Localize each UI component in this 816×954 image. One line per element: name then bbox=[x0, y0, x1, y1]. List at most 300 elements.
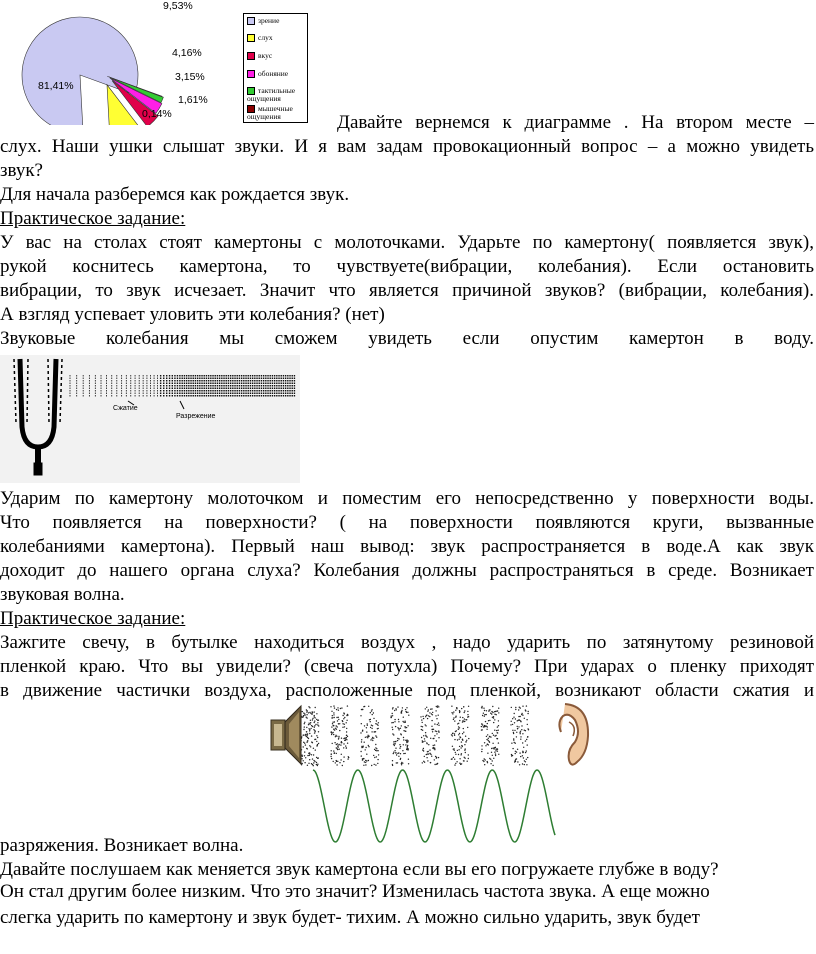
air-particle bbox=[454, 750, 455, 751]
air-particle bbox=[368, 760, 369, 761]
air-particle bbox=[527, 736, 528, 737]
air-particle bbox=[526, 750, 527, 751]
air-particle bbox=[333, 750, 334, 751]
air-particle bbox=[395, 726, 396, 727]
air-particle bbox=[492, 706, 493, 707]
air-particle bbox=[454, 720, 455, 721]
air-particle bbox=[498, 742, 499, 743]
air-particle bbox=[393, 722, 394, 723]
air-particle bbox=[374, 749, 375, 750]
air-particle bbox=[361, 747, 362, 748]
air-particle bbox=[302, 716, 303, 717]
air-particle bbox=[308, 723, 309, 724]
air-particle bbox=[428, 715, 429, 716]
air-particle bbox=[468, 758, 469, 759]
air-particle bbox=[302, 756, 303, 757]
air-particle bbox=[516, 751, 517, 752]
air-particle bbox=[518, 726, 519, 727]
air-particle bbox=[520, 736, 521, 737]
air-particle bbox=[309, 745, 310, 746]
air-particle bbox=[459, 712, 460, 713]
pie-label-2: 4,16% bbox=[172, 47, 202, 59]
air-particle bbox=[313, 754, 314, 755]
air-particle bbox=[391, 715, 392, 716]
air-particle bbox=[423, 761, 424, 762]
air-particle bbox=[527, 713, 528, 714]
legend-item: зрение bbox=[247, 17, 279, 25]
air-particle bbox=[360, 751, 361, 752]
air-particle bbox=[333, 761, 334, 762]
air-particle bbox=[436, 731, 437, 732]
air-particle bbox=[308, 712, 309, 713]
legend-swatch bbox=[247, 17, 255, 25]
air-particle bbox=[344, 740, 345, 741]
air-particle bbox=[318, 757, 319, 758]
air-particle bbox=[397, 738, 398, 739]
air-particle bbox=[453, 719, 454, 720]
air-particle bbox=[314, 727, 315, 728]
air-particle bbox=[523, 751, 524, 752]
air-particle bbox=[433, 738, 434, 739]
air-particle bbox=[339, 749, 340, 750]
air-particle bbox=[331, 758, 332, 759]
air-particle bbox=[314, 732, 315, 733]
air-particle bbox=[333, 705, 334, 706]
air-particle bbox=[484, 710, 485, 711]
air-particle bbox=[525, 710, 526, 711]
air-particle bbox=[430, 738, 431, 739]
air-particle bbox=[454, 739, 455, 740]
air-particle bbox=[511, 755, 512, 756]
air-particle bbox=[512, 748, 513, 749]
air-particle bbox=[303, 742, 304, 743]
air-particle bbox=[371, 765, 372, 766]
air-particle bbox=[361, 723, 362, 724]
air-particle bbox=[427, 760, 428, 761]
air-particle bbox=[522, 755, 523, 756]
air-particle bbox=[375, 723, 376, 724]
air-particle bbox=[314, 720, 315, 721]
air-particle bbox=[431, 726, 432, 727]
air-particle bbox=[312, 718, 313, 719]
air-particle bbox=[308, 724, 309, 725]
text-line: У вас на столах стоят камертоны с молоточками. Ударьте по камертону( появляется звук), bbox=[0, 232, 814, 253]
air-particle bbox=[464, 757, 465, 758]
air-particle bbox=[421, 737, 422, 738]
air-particle bbox=[375, 744, 376, 745]
air-particle bbox=[304, 723, 305, 724]
air-particle bbox=[459, 746, 460, 747]
air-particle bbox=[374, 757, 375, 758]
air-particle bbox=[376, 750, 377, 751]
air-particle bbox=[361, 755, 362, 756]
air-particle bbox=[392, 727, 393, 728]
air-particle bbox=[486, 710, 487, 711]
text-line: разряжения. Возникает волна. bbox=[0, 835, 244, 856]
air-particle bbox=[317, 722, 318, 723]
air-particle bbox=[438, 732, 439, 733]
air-particle bbox=[340, 708, 341, 709]
air-particle bbox=[346, 747, 347, 748]
air-particle bbox=[431, 756, 432, 757]
air-particle bbox=[407, 741, 408, 742]
air-particle bbox=[455, 710, 456, 711]
air-particle bbox=[437, 724, 438, 725]
air-particle bbox=[493, 758, 494, 759]
air-particle bbox=[397, 706, 398, 707]
air-particle bbox=[336, 764, 337, 765]
air-particle bbox=[463, 732, 464, 733]
air-particle bbox=[519, 707, 520, 708]
air-particle bbox=[494, 719, 495, 720]
air-particle bbox=[397, 762, 398, 763]
air-particle bbox=[397, 740, 398, 741]
air-particle bbox=[332, 715, 333, 716]
air-particle bbox=[335, 728, 336, 729]
air-particle bbox=[337, 720, 338, 721]
air-particle bbox=[436, 764, 437, 765]
air-particle bbox=[305, 757, 306, 758]
air-particle bbox=[306, 748, 307, 749]
air-particle bbox=[376, 737, 377, 738]
air-particle bbox=[331, 711, 332, 712]
air-particle bbox=[458, 749, 459, 750]
air-particle bbox=[398, 756, 399, 757]
air-particle bbox=[458, 734, 459, 735]
air-particle bbox=[306, 742, 307, 743]
air-particle bbox=[516, 736, 517, 737]
air-particle bbox=[408, 748, 409, 749]
air-particle bbox=[497, 751, 498, 752]
air-particle bbox=[309, 759, 310, 760]
air-particle bbox=[425, 725, 426, 726]
air-particle bbox=[514, 730, 515, 731]
air-particle bbox=[304, 755, 305, 756]
air-particle bbox=[519, 752, 520, 753]
air-particle bbox=[511, 754, 512, 755]
air-particle bbox=[428, 709, 429, 710]
air-particle bbox=[437, 705, 438, 706]
air-particle bbox=[340, 759, 341, 760]
air-particle bbox=[454, 764, 455, 765]
air-particle bbox=[527, 724, 528, 725]
air-particle bbox=[517, 726, 518, 727]
air-particle bbox=[398, 729, 399, 730]
air-particle bbox=[395, 748, 396, 749]
air-particle bbox=[431, 713, 432, 714]
pie-label-3: 3,15% bbox=[175, 71, 205, 83]
air-particle bbox=[347, 714, 348, 715]
air-particle bbox=[375, 750, 376, 751]
air-particle bbox=[438, 757, 439, 758]
air-particle bbox=[363, 706, 364, 707]
air-particle bbox=[436, 706, 437, 707]
air-particle bbox=[492, 765, 493, 766]
air-particle bbox=[468, 716, 469, 717]
air-particle bbox=[460, 717, 461, 718]
air-particle bbox=[366, 731, 367, 732]
air-particle bbox=[303, 712, 304, 713]
air-particle bbox=[426, 707, 427, 708]
air-particle bbox=[394, 710, 395, 711]
air-particle bbox=[312, 726, 313, 727]
air-particle bbox=[403, 744, 404, 745]
air-particle bbox=[336, 709, 337, 710]
air-particle bbox=[498, 720, 499, 721]
air-particle bbox=[527, 744, 528, 745]
air-particle bbox=[468, 754, 469, 755]
air-particle bbox=[332, 743, 333, 744]
air-particle bbox=[498, 725, 499, 726]
air-particle bbox=[310, 746, 311, 747]
air-particle bbox=[342, 715, 343, 716]
air-particle bbox=[309, 712, 310, 713]
air-particle bbox=[438, 722, 439, 723]
air-particle bbox=[487, 734, 488, 735]
air-particle bbox=[334, 752, 335, 753]
air-particle bbox=[485, 759, 486, 760]
air-particle bbox=[521, 725, 522, 726]
air-particle bbox=[490, 763, 491, 764]
air-particle bbox=[346, 731, 347, 732]
air-particle bbox=[338, 717, 339, 718]
air-particle bbox=[314, 711, 315, 712]
air-particle bbox=[396, 762, 397, 763]
air-particle bbox=[331, 750, 332, 751]
air-particle bbox=[404, 726, 405, 727]
air-particle bbox=[433, 745, 434, 746]
air-particle bbox=[522, 706, 523, 707]
air-particle bbox=[458, 729, 459, 730]
text-line: звуковая волна. bbox=[0, 584, 125, 605]
air-particle bbox=[314, 716, 315, 717]
air-particle bbox=[345, 745, 346, 746]
air-particle bbox=[521, 729, 522, 730]
air-particle bbox=[512, 724, 513, 725]
air-particle bbox=[364, 742, 365, 743]
rarefaction-label: Разрежение bbox=[176, 413, 216, 420]
air-particle bbox=[304, 722, 305, 723]
air-particle bbox=[338, 737, 339, 738]
text-line: вибрации, то звук исчезает. Значит что является причиной звуков? (вибрации, колебания). bbox=[0, 280, 814, 301]
air-particle bbox=[372, 740, 373, 741]
section-heading: Практическое задание: bbox=[0, 608, 186, 629]
air-particle bbox=[490, 736, 491, 737]
air-particle bbox=[332, 722, 333, 723]
air-particle bbox=[368, 706, 369, 707]
air-particle bbox=[347, 743, 348, 744]
air-particle bbox=[302, 711, 303, 712]
air-particle bbox=[481, 723, 482, 724]
air-particle bbox=[522, 715, 523, 716]
text-line: Зажгите свечу, в бутылке находиться воздух , надо ударить по затянутому резиновой bbox=[0, 632, 814, 653]
air-particle bbox=[423, 748, 424, 749]
air-particle bbox=[485, 725, 486, 726]
air-particle bbox=[303, 735, 304, 736]
air-particle bbox=[405, 744, 406, 745]
air-particle bbox=[460, 763, 461, 764]
air-particle bbox=[392, 733, 393, 734]
air-particle bbox=[304, 715, 305, 716]
air-particle bbox=[424, 738, 425, 739]
air-particle bbox=[493, 747, 494, 748]
air-particle bbox=[434, 723, 435, 724]
air-particle bbox=[301, 758, 302, 759]
air-particle bbox=[465, 752, 466, 753]
air-particle bbox=[335, 736, 336, 737]
air-particle bbox=[303, 715, 304, 716]
air-particle bbox=[394, 719, 395, 720]
air-particle bbox=[373, 755, 374, 756]
air-particle bbox=[316, 741, 317, 742]
air-particle bbox=[435, 710, 436, 711]
air-particle bbox=[342, 765, 343, 766]
air-particle bbox=[313, 760, 314, 761]
air-particle bbox=[482, 760, 483, 761]
air-particle bbox=[347, 705, 348, 706]
air-particle bbox=[368, 746, 369, 747]
air-particle bbox=[429, 716, 430, 717]
air-particle bbox=[433, 729, 434, 730]
air-particle bbox=[338, 744, 339, 745]
air-particle bbox=[312, 719, 313, 720]
air-particle bbox=[341, 754, 342, 755]
air-particle bbox=[489, 720, 490, 721]
air-particle bbox=[494, 752, 495, 753]
air-particle bbox=[401, 763, 402, 764]
air-particle bbox=[367, 725, 368, 726]
air-particle bbox=[344, 717, 345, 718]
air-particle bbox=[483, 713, 484, 714]
air-particle bbox=[314, 725, 315, 726]
text-line: доходит до нашего органа слуха? Колебания должны распространяться в среде. Возникает bbox=[0, 560, 814, 581]
text-line: Что появляется на поверхности? ( на поверхности появляются круги, вызванные bbox=[0, 512, 814, 533]
air-particle bbox=[400, 746, 401, 747]
air-particle bbox=[369, 719, 370, 720]
air-particle bbox=[526, 705, 527, 706]
air-particle bbox=[348, 757, 349, 758]
air-particle bbox=[464, 744, 465, 745]
air-particle bbox=[459, 720, 460, 721]
air-particle bbox=[398, 719, 399, 720]
air-particle bbox=[510, 724, 511, 725]
air-particle bbox=[342, 723, 343, 724]
air-particle bbox=[408, 763, 409, 764]
air-particle bbox=[336, 760, 337, 761]
air-particle bbox=[405, 740, 406, 741]
air-particle bbox=[306, 736, 307, 737]
air-particle bbox=[330, 706, 331, 707]
air-particle bbox=[405, 709, 406, 710]
air-particle bbox=[363, 765, 364, 766]
air-particle bbox=[498, 730, 499, 731]
air-particle bbox=[420, 716, 421, 717]
air-particle bbox=[458, 723, 459, 724]
air-particle bbox=[309, 724, 310, 725]
air-particle bbox=[435, 756, 436, 757]
air-particle bbox=[330, 732, 331, 733]
air-particle bbox=[400, 753, 401, 754]
air-particle bbox=[495, 750, 496, 751]
air-particle bbox=[515, 707, 516, 708]
legend-swatch bbox=[247, 34, 255, 42]
air-particle bbox=[371, 731, 372, 732]
air-particle bbox=[459, 736, 460, 737]
air-particle bbox=[481, 706, 482, 707]
air-particle bbox=[431, 720, 432, 721]
pie-label-4: 1,61% bbox=[178, 94, 208, 106]
air-particle bbox=[318, 743, 319, 744]
legend-item: тактильные ощущения bbox=[247, 86, 296, 103]
air-particle bbox=[337, 745, 338, 746]
air-particle bbox=[393, 744, 394, 745]
air-particle bbox=[394, 745, 395, 746]
air-particle bbox=[462, 733, 463, 734]
air-particle bbox=[487, 744, 488, 745]
air-particle bbox=[304, 726, 305, 727]
air-particle bbox=[486, 739, 487, 740]
air-particle bbox=[315, 724, 316, 725]
air-particle bbox=[485, 721, 486, 722]
air-particle bbox=[488, 741, 489, 742]
air-particle bbox=[455, 754, 456, 755]
air-particle bbox=[336, 725, 337, 726]
air-particle bbox=[315, 739, 316, 740]
air-particle bbox=[462, 739, 463, 740]
air-particle bbox=[362, 759, 363, 760]
air-particle bbox=[421, 726, 422, 727]
air-particle bbox=[338, 736, 339, 737]
air-particle bbox=[422, 730, 423, 731]
air-particle bbox=[497, 748, 498, 749]
air-particle bbox=[397, 727, 398, 728]
air-particle bbox=[392, 729, 393, 730]
air-particle bbox=[371, 709, 372, 710]
air-particle bbox=[401, 725, 402, 726]
air-particle bbox=[316, 764, 317, 765]
air-particle bbox=[365, 749, 366, 750]
air-particle bbox=[511, 743, 512, 744]
air-particle bbox=[429, 749, 430, 750]
air-particle bbox=[423, 735, 424, 736]
air-particle bbox=[366, 754, 367, 755]
air-particle bbox=[486, 729, 487, 730]
air-particle bbox=[333, 729, 334, 730]
air-particle bbox=[313, 765, 314, 766]
air-particle bbox=[514, 722, 515, 723]
air-particle bbox=[392, 713, 393, 714]
air-particle bbox=[455, 717, 456, 718]
air-particle bbox=[333, 714, 334, 715]
air-particle bbox=[427, 718, 428, 719]
air-particle bbox=[496, 711, 497, 712]
text-line: Он стал другим более низким. Что это значит? Изменилась частота звука. А еще можно bbox=[0, 881, 710, 902]
text-line: слух. Наши ушки слышат звуки. И я вам задам провокационный вопрос – а можно увидеть bbox=[0, 136, 814, 157]
air-particle bbox=[459, 710, 460, 711]
air-particle bbox=[332, 723, 333, 724]
air-particle bbox=[316, 713, 317, 714]
air-particle bbox=[317, 724, 318, 725]
air-particle bbox=[310, 720, 311, 721]
air-particle bbox=[422, 749, 423, 750]
air-particle bbox=[426, 757, 427, 758]
air-particle bbox=[454, 759, 455, 760]
air-particle bbox=[451, 734, 452, 735]
air-particle bbox=[435, 730, 436, 731]
air-particle bbox=[343, 712, 344, 713]
air-particle bbox=[407, 746, 408, 747]
air-particle bbox=[497, 732, 498, 733]
